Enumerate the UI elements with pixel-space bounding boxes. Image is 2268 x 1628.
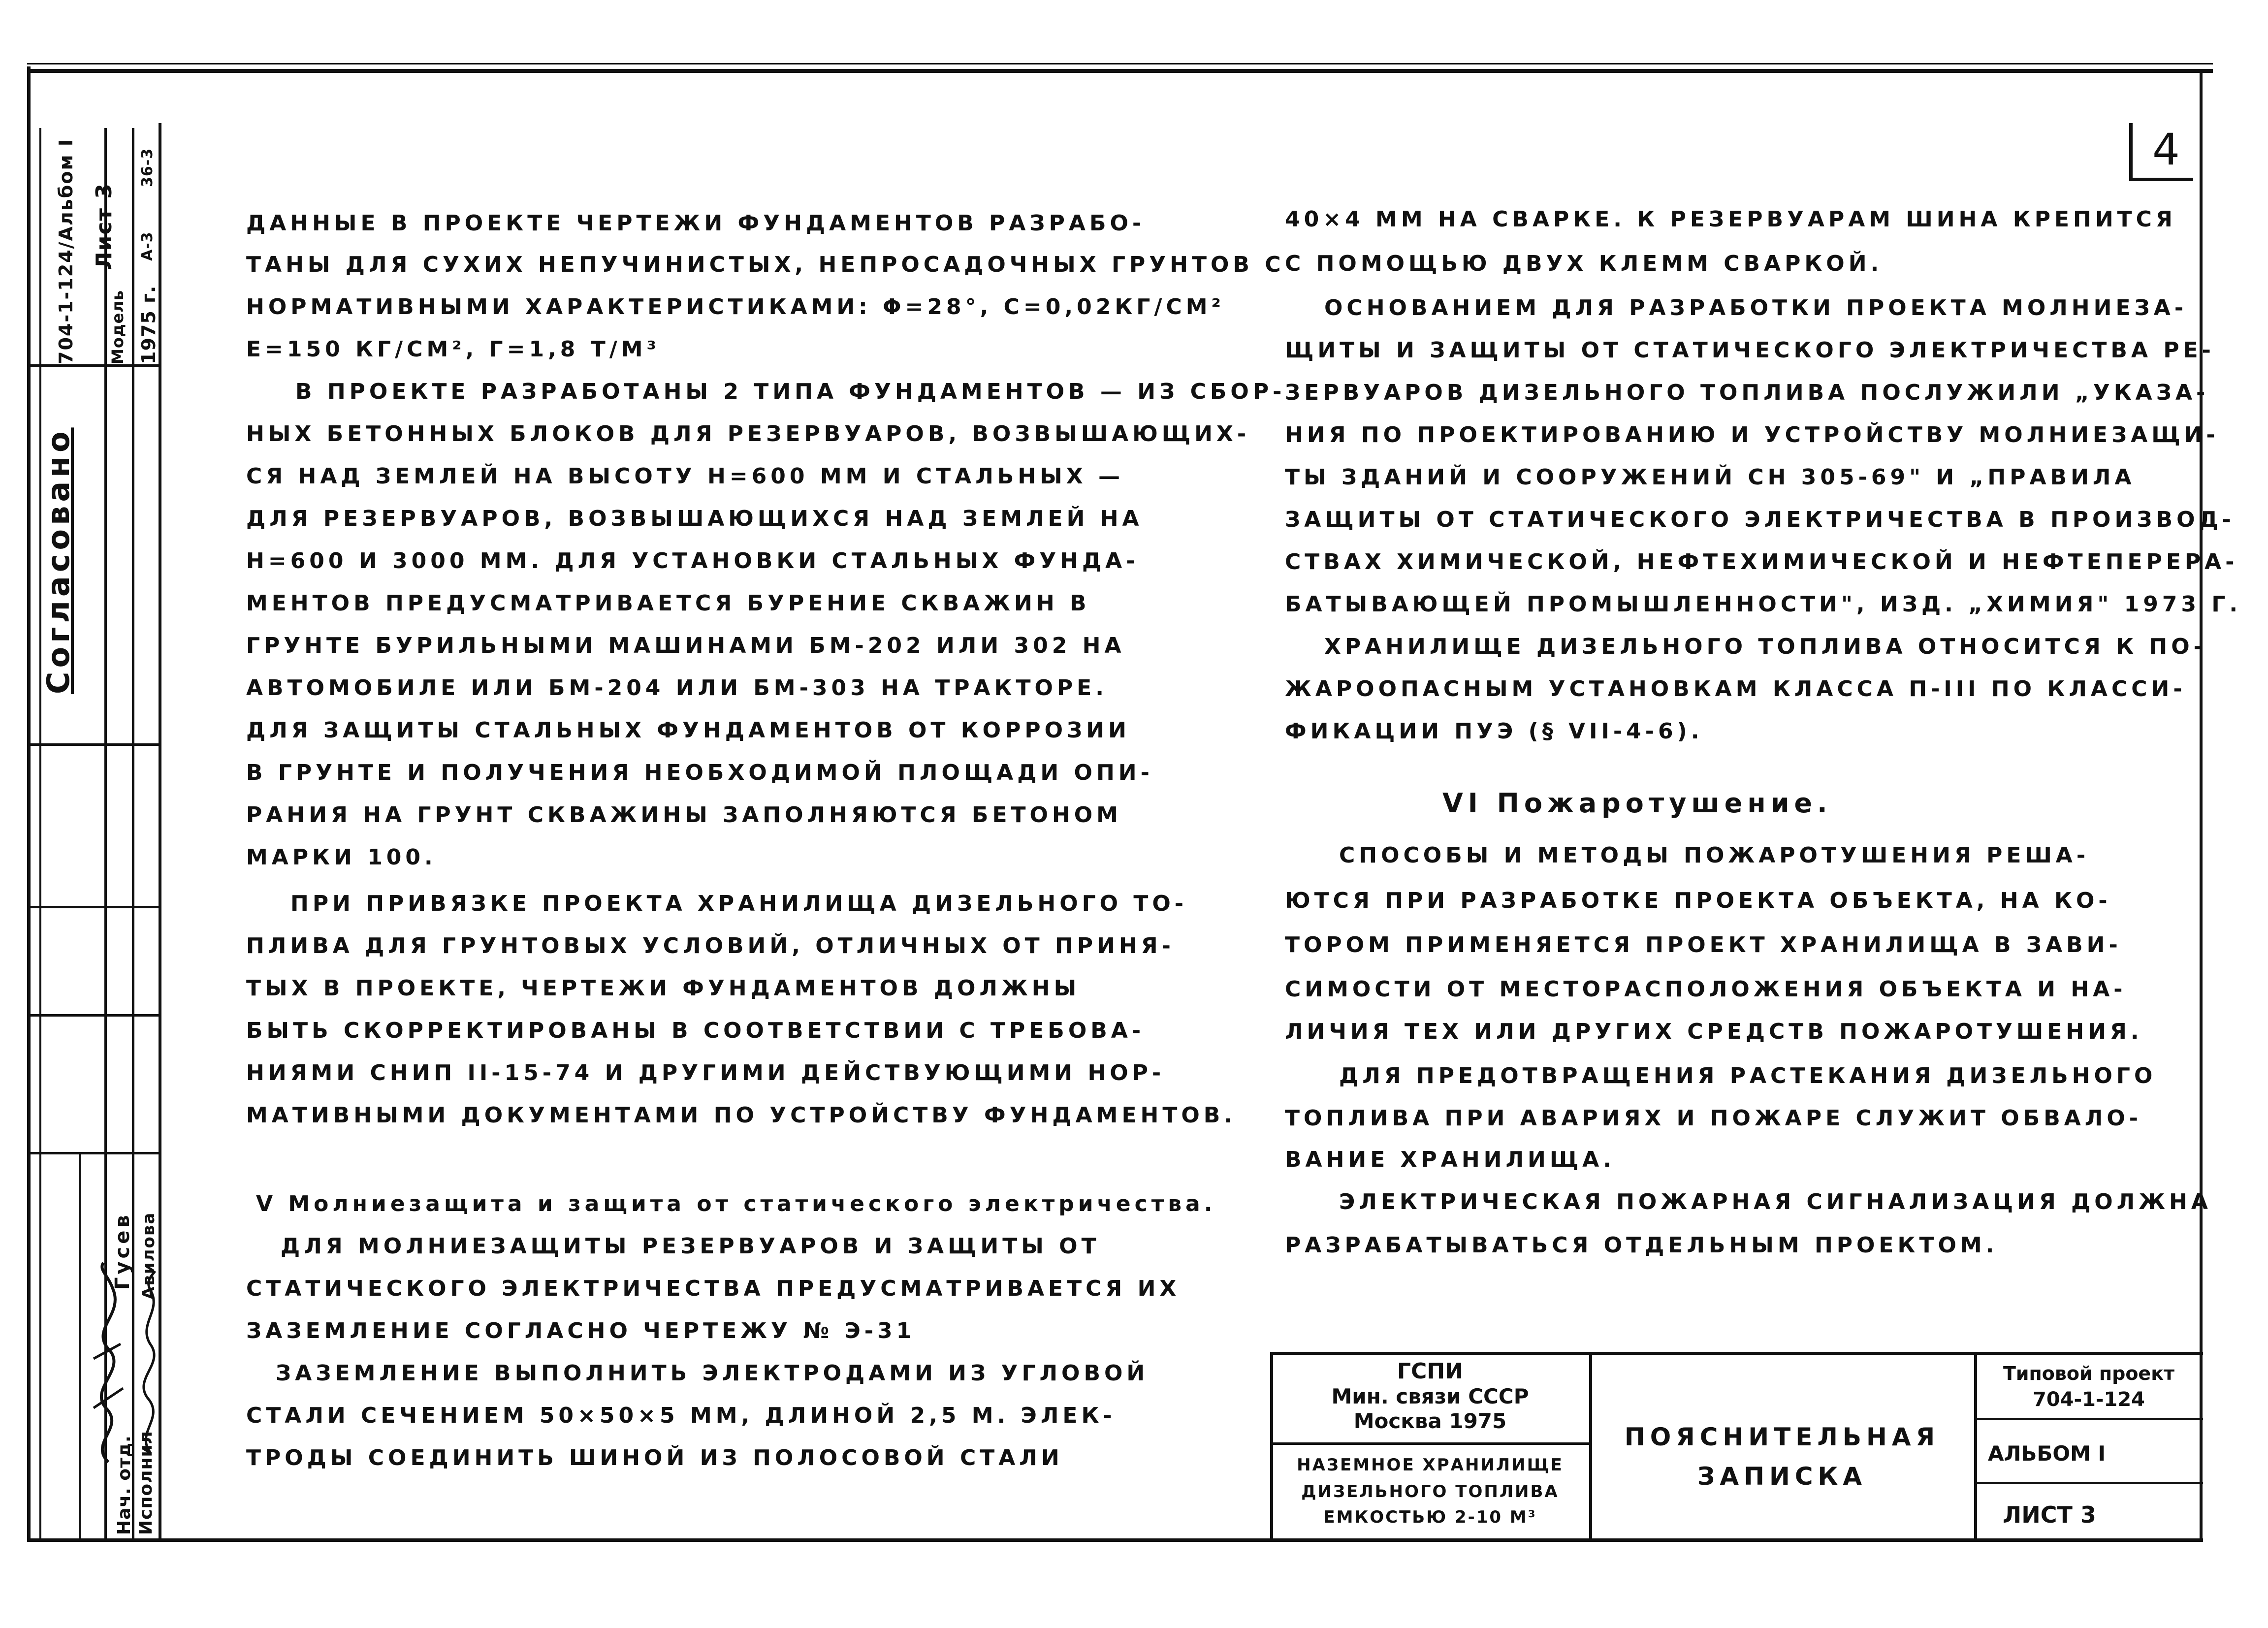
left-line: НИЯМИ СНИП II-15-74 И ДРУГИМИ ДЕЙСТВУЮЩИМИ НОР- xyxy=(246,1060,1165,1085)
nach-otd-name: Гусев xyxy=(111,1212,134,1290)
left-line: МАРКИ 100. xyxy=(246,845,437,870)
left-line: АВТОМОБИЛЕ ИЛИ БМ-204 ИЛИ БМ-303 НА ТРАКТОРЕ. xyxy=(246,675,1108,701)
strip-row-line-5 xyxy=(27,1152,160,1154)
left-line: В ПРОЕКТЕ РАЗРАБОТАНЫ 2 ТИПА ФУНДАМЕНТОВ — ИЗ СБОР- xyxy=(295,379,1286,404)
org-line-1: ГСПИ xyxy=(1397,1359,1463,1384)
ispolnil-label: Исполнил xyxy=(136,1431,156,1535)
left-line: ДАННЫЕ В ПРОЕКТЕ ЧЕРТЕЖИ ФУНДАМЕНТОВ РАЗРАБО- xyxy=(246,211,1146,236)
left-line: МАТИВНЫМИ ДОКУМЕНТАМИ ПО УСТРОЙСТВУ ФУНДАМЕНТОВ. xyxy=(246,1103,1236,1128)
stamp-left-line xyxy=(1270,1352,1273,1541)
stamp-col-line-2 xyxy=(1974,1352,1977,1541)
frame-top-line xyxy=(27,69,2213,73)
object-line-1: НАЗЕМНОЕ ХРАНИЛИЩЕ xyxy=(1297,1455,1564,1475)
stamp-top-line xyxy=(1270,1352,2203,1355)
right-line: ЖАРООПАСНЫМ УСТАНОВКАМ КЛАССА П-III ПО КЛАССИ- xyxy=(1285,676,2186,702)
left-line: РАНИЯ НА ГРУНТ СКВАЖИНЫ ЗАПОЛНЯЮТСЯ БЕТОНОМ xyxy=(246,802,1122,828)
nach-otd-label: Нач. отд. xyxy=(114,1435,134,1535)
left-line: ГРУНТЕ БУРИЛЬНЫМИ МАШИНАМИ БМ-202 ИЛИ 302 НА xyxy=(246,633,1125,658)
right-line: ТЫ ЗДАНИЙ И СООРУЖЕНИЙ СН 305-69" И „ПРАВИЛА xyxy=(1285,465,2136,490)
left-line: ЗАЗЕМЛЕНИЕ СОГЛАСНО ЧЕРТЕЖУ № Э-31 xyxy=(246,1318,916,1343)
frame-bottom-line xyxy=(27,1538,2203,1542)
strip-year: 1975 г. xyxy=(138,285,160,364)
left-line: СТАЛИ СЕЧЕНИЕМ 50×50×5 ММ, ДЛИНОЙ 2,5 М. ЭЛЕК- xyxy=(246,1403,1116,1428)
strip-model: Модель xyxy=(108,289,127,364)
right-line: БАТЫВАЮЩЕЙ ПРОМЫШЛЕННОСТИ", ИЗД. „ХИМИЯ" 1973 Г. xyxy=(1285,592,2242,617)
right-line: НИЯ ПО ПРОЕКТИРОВАНИЮ И УСТРОЙСТВУ МОЛНИЕЗАЩИ- xyxy=(1285,422,2219,447)
strip-row-line-1 xyxy=(27,364,160,367)
strip-row-line-4 xyxy=(27,1014,160,1017)
left-line: Е=150 КГ/СМ², Γ=1,8 Т/М³ xyxy=(246,337,660,362)
soglasovano-label: Согласовано xyxy=(40,427,76,694)
right-line: РАЗРАБАТЫВАТЬСЯ ОТДЕЛЬНЫМ ПРОЕКТОМ. xyxy=(1285,1233,1998,1258)
right-line: ДЛЯ ПРЕДОТВРАЩЕНИЯ РАСТЕКАНИЯ ДИЗЕЛЬНОГО xyxy=(1339,1063,2157,1088)
right-line: ФИКАЦИИ ПУЭ (§ VII-4-6). xyxy=(1285,719,1703,744)
album-label: АЛЬБОМ I xyxy=(1988,1441,2106,1466)
left-line: ТРОДЫ СОЕДИНИТЬ ШИНОЙ ИЗ ПОЛОСОВОЙ СТАЛИ xyxy=(246,1445,1063,1470)
left-line: НЫХ БЕТОННЫХ БЛОКОВ ДЛЯ РЕЗЕРВУАРОВ, ВОЗВЫШАЮЩИХ- xyxy=(246,421,1250,447)
right-line: ХРАНИЛИЩЕ ДИЗЕЛЬНОГО ТОПЛИВА ОТНОСИТСЯ К ПО- xyxy=(1324,634,2206,659)
strip-row-line-3 xyxy=(27,906,160,908)
ispolnil-name: Авилова xyxy=(139,1212,159,1300)
left-line: ПРИ ПРИВЯЗКЕ ПРОЕКТА ХРАНИЛИЩА ДИЗЕЛЬНОГО ТО- xyxy=(290,891,1188,916)
project-label: Типовой проект xyxy=(2003,1363,2175,1384)
right-line: С ПОМОЩЬЮ ДВУХ КЛЕММ СВАРКОЙ. xyxy=(1285,251,1883,276)
right-line: СПОСОБЫ И МЕТОДЫ ПОЖАРОТУШЕНИЯ РЕША- xyxy=(1339,843,2090,868)
strip-sheet: Лист 3 xyxy=(92,183,117,270)
left-line: СТАТИЧЕСКОГО ЭЛЕКТРИЧЕСТВА ПРЕДУСМАТРИВАЕТСЯ ИХ xyxy=(246,1276,1181,1301)
org-line-3: Москва 1975 xyxy=(1353,1409,1507,1433)
left-line: ДЛЯ ЗАЩИТЫ СТАЛЬНЫХ ФУНДАМЕНТОВ ОТ КОРРОЗИИ xyxy=(246,718,1130,743)
stamp-row-line-right-1 xyxy=(1974,1418,2203,1420)
signature-1-icon xyxy=(79,1260,133,1467)
right-line: ЗЕРВУАРОВ ДИЗЕЛЬНОГО ТОПЛИВА ПОСЛУЖИЛИ „УКАЗА- xyxy=(1285,380,2209,405)
left-line: ТЫХ В ПРОЕКТЕ, ЧЕРТЕЖИ ФУНДАМЕНТОВ ДОЛЖНЫ xyxy=(246,976,1081,1001)
section-heading-fire: VI Пожаротушение. xyxy=(1442,788,1832,819)
right-line: ОСНОВАНИЕМ ДЛЯ РАЗРАБОТКИ ПРОЕКТА МОЛНИЕЗА- xyxy=(1324,295,2188,320)
stamp-row-line-right-2 xyxy=(1974,1482,2203,1484)
stamp-row-line-left xyxy=(1270,1442,1590,1445)
sheet-label: ЛИСТ 3 xyxy=(2003,1501,2096,1528)
right-line: СТВАХ ХИМИЧЕСКОЙ, НЕФТЕХИМИЧЕСКОЙ И НЕФТЕПЕРЕРА- xyxy=(1285,549,2238,575)
page-number: 4 xyxy=(2152,124,2180,175)
strip-inv: 36-3 xyxy=(139,148,156,187)
frame-right-line xyxy=(2200,69,2203,1541)
left-line: БЫТЬ СКОРРЕКТИРОВАНЫ В СООТВЕТСТВИИ С ТРЕБОВА- xyxy=(246,1018,1145,1043)
right-line: ВАНИЕ ХРАНИЛИЩА. xyxy=(1285,1147,1615,1172)
album-ref: 704-1-124/Альбом I xyxy=(55,138,77,364)
right-line: ЮТСЯ ПРИ РАЗРАБОТКЕ ПРОЕКТА ОБЪЕКТА, НА КО- xyxy=(1285,888,2111,913)
object-line-2: ДИЗЕЛЬНОГО ТОПЛИВА xyxy=(1301,1482,1559,1501)
stamp-col-line-1 xyxy=(1589,1352,1592,1541)
frame-left-line xyxy=(27,66,31,1541)
strip-row-line-2 xyxy=(27,743,160,746)
left-line: ПЛИВА ДЛЯ ГРУНТОВЫХ УСЛОВИЙ, ОТЛИЧНЫХ ОТ ПРИНЯ- xyxy=(246,933,1175,958)
page-number-box xyxy=(2129,123,2193,181)
left-section-heading: V Молниезащита и защита от статического электричества. xyxy=(256,1191,1216,1216)
left-line: ЗАЗЕМЛЕНИЕ ВЫПОЛНИТЬ ЭЛЕКТРОДАМИ ИЗ УГЛОВОЙ xyxy=(276,1361,1149,1386)
left-line: ДЛЯ МОЛНИЕЗАЩИТЫ РЕЗЕРВУАРОВ И ЗАЩИТЫ ОТ xyxy=(281,1234,1100,1259)
frame-top-line-upper xyxy=(27,63,2213,64)
left-line: H=600 И 3000 ММ. ДЛЯ УСТАНОВКИ СТАЛЬНЫХ ФУНДА- xyxy=(246,548,1139,574)
left-line: МЕНТОВ ПРЕДУСМАТРИВАЕТСЯ БУРЕНИЕ СКВАЖИН В xyxy=(246,591,1090,616)
strip-format: А-3 xyxy=(139,231,156,261)
object-line-3: ЕМКОСТЬЮ 2-10 М³ xyxy=(1323,1507,1537,1527)
left-line: СЯ НАД ЗЕМЛЕЙ НА ВЫСОТУ H=600 ММ И СТАЛЬНЫХ — xyxy=(246,464,1124,489)
left-line: ТАНЫ ДЛЯ СУХИХ НЕПУЧИНИСТЫХ, НЕПРОСАДОЧНЫХ ГРУНТОВ С xyxy=(246,252,1285,277)
doc-title-line-2: ЗАПИСКА xyxy=(1697,1462,1867,1491)
signature-2-icon xyxy=(130,1270,170,1457)
right-line: 40×4 ММ НА СВАРКЕ. К РЕЗЕРВУАРАМ ШИНА КРЕПИТСЯ xyxy=(1285,207,2176,232)
right-line: ЭЛЕКТРИЧЕСКАЯ ПОЖАРНАЯ СИГНАЛИЗАЦИЯ ДОЛЖНА xyxy=(1339,1189,2212,1214)
left-line: ДЛЯ РЕЗЕРВУАРОВ, ВОЗВЫШАЮЩИХСЯ НАД ЗЕМЛЕЙ НА xyxy=(246,506,1143,531)
left-line: НОРМАТИВНЫМИ ХАРАКТЕРИСТИКАМИ: Φ=28°, С=0,02КГ/СМ² xyxy=(246,294,1225,319)
right-line: ЗАЩИТЫ ОТ СТАТИЧЕСКОГО ЭЛЕКТРИЧЕСТВА В ПРОИЗВОД- xyxy=(1285,507,2235,532)
right-line: СИМОСТИ ОТ МЕСТОРАСПОЛОЖЕНИЯ ОБЪЕКТА И НА- xyxy=(1285,977,2127,1002)
right-line: ТОПЛИВА ПРИ АВАРИЯХ И ПОЖАРЕ СЛУЖИТ ОБВАЛО- xyxy=(1285,1106,2142,1131)
org-line-2: Мин. связи СССР xyxy=(1331,1384,1529,1408)
doc-title-line-1: ПОЯСНИТЕЛЬНАЯ xyxy=(1624,1423,1940,1451)
strip-col-line-4 xyxy=(39,128,41,1541)
right-line: ЩИТЫ И ЗАЩИТЫ ОТ СТАТИЧЕСКОГО ЭЛЕКТРИЧЕСТВА РЕ- xyxy=(1285,338,2215,363)
left-line: В ГРУНТЕ И ПОЛУЧЕНИЯ НЕОБХОДИМОЙ ПЛОЩАДИ ОПИ- xyxy=(246,760,1153,785)
right-line: ТОРОМ ПРИМЕНЯЕТСЯ ПРОЕКТ ХРАНИЛИЩА В ЗАВИ- xyxy=(1285,932,2122,958)
project-code: 704-1-124 xyxy=(2032,1388,2145,1411)
right-line: ЛИЧИЯ ТЕХ ИЛИ ДРУГИХ СРЕДСТВ ПОЖАРОТУШЕНИЯ. xyxy=(1285,1019,2143,1044)
